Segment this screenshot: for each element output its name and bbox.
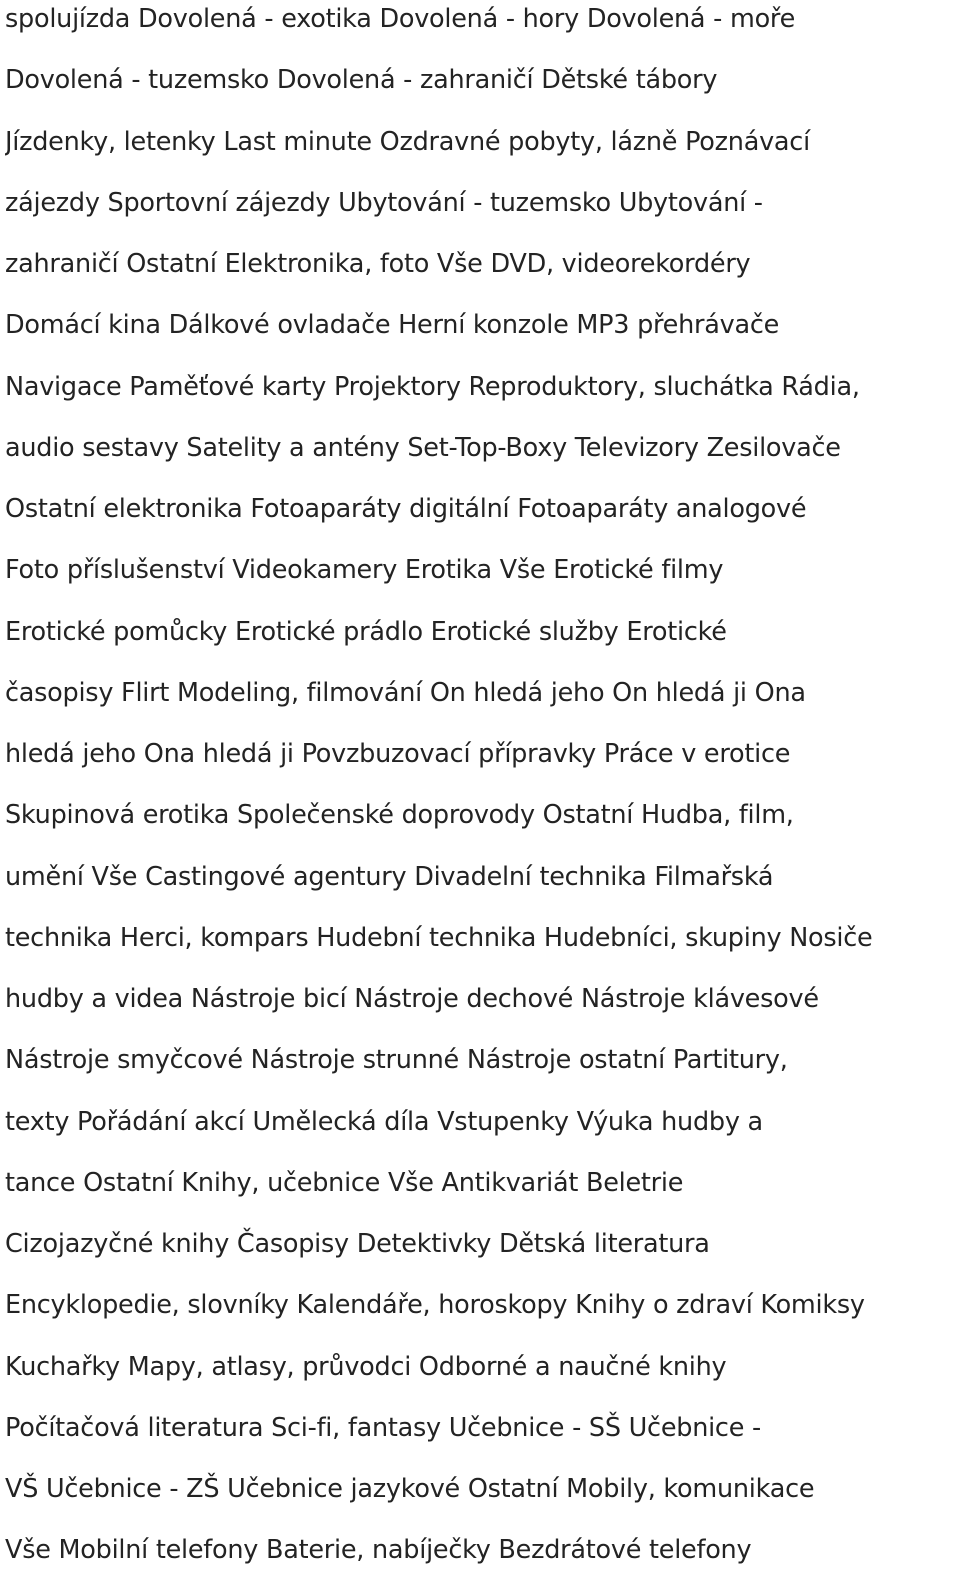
text-line: Foto příslušenství Videokamery Erotika Vše Erotické filmy	[5, 555, 724, 586]
text-line: tance Ostatní Knihy, učebnice Vše Antikvariát Beletrie	[5, 1167, 684, 1198]
text-line: Domácí kina Dálkové ovladače Herní konzole MP3 přehrávače	[5, 310, 780, 341]
text-line: zájezdy Sportovní zájezdy Ubytování - tuzemsko Ubytování -	[5, 187, 763, 218]
text-line: hudby a videa Nástroje bicí Nástroje dechové Nástroje klávesové	[5, 984, 819, 1014]
text-line: Vše Mobilní telefony Baterie, nabíječky Bezdrátové telefony	[5, 1535, 752, 1566]
text-line: Skupinová erotika Společenské doprovody Ostatní Hudba, film,	[5, 800, 794, 831]
text-line: Kuchařky Mapy, atlasy, průvodci Odborné a naučné knihy	[5, 1351, 727, 1382]
text-line: Počítačová literatura Sci-fi, fantasy Učebnice - SŠ Učebnice -	[5, 1412, 761, 1443]
text-line: zahraničí Ostatní Elektronika, foto Vše DVD, videorekordéry	[5, 249, 751, 279]
text-line: Encyklopedie, slovníky Kalendáře, horoskopy Knihy o zdraví Komiksy	[5, 1290, 865, 1321]
text-line: texty Pořádání akcí Umělecká díla Vstupenky Výuka hudby a	[5, 1106, 763, 1137]
text-line: Ostatní elektronika Fotoaparáty digitální Fotoaparáty analogové	[5, 494, 807, 524]
text-line: spolujízda Dovolená - exotika Dovolená - hory Dovolená - moře	[5, 4, 796, 34]
text-line: umění Vše Castingové agentury Divadelní technika Filmařská	[5, 861, 774, 892]
text-line: Erotické pomůcky Erotické prádlo Erotické služby Erotické	[5, 616, 727, 647]
text-line: Jízdenky, letenky Last minute Ozdravné pobyty, lázně Poznávací	[5, 126, 810, 157]
category-text-block	[5, 0, 960, 1593]
text-line: VŠ Učebnice - ZŠ Učebnice jazykové Ostatní Mobily, komunikace	[5, 1474, 815, 1504]
text-line: časopisy Flirt Modeling, filmování On hledá jeho On hledá ji Ona	[5, 677, 806, 708]
text-line: Dovolená - tuzemsko Dovolená - zahraničí Dětské tábory	[5, 65, 718, 96]
text-line: technika Herci, kompars Hudební technika Hudebníci, skupiny Nosiče	[5, 922, 873, 953]
text-line: Navigace Paměťové karty Projektory Reproduktory, sluchátka Rádia,	[5, 371, 860, 402]
text-line: Nástroje smyčcové Nástroje strunné Nástroje ostatní Partitury,	[5, 1045, 788, 1076]
text-line: Cizojazyčné knihy Časopisy Detektivky Dětská literatura	[5, 1229, 710, 1259]
text-line: hledá jeho Ona hledá ji Povzbuzovací přípravky Práce v erotice	[5, 739, 791, 769]
text-line: audio sestavy Satelity a antény Set-Top-Boxy Televizory Zesilovače	[5, 432, 841, 463]
